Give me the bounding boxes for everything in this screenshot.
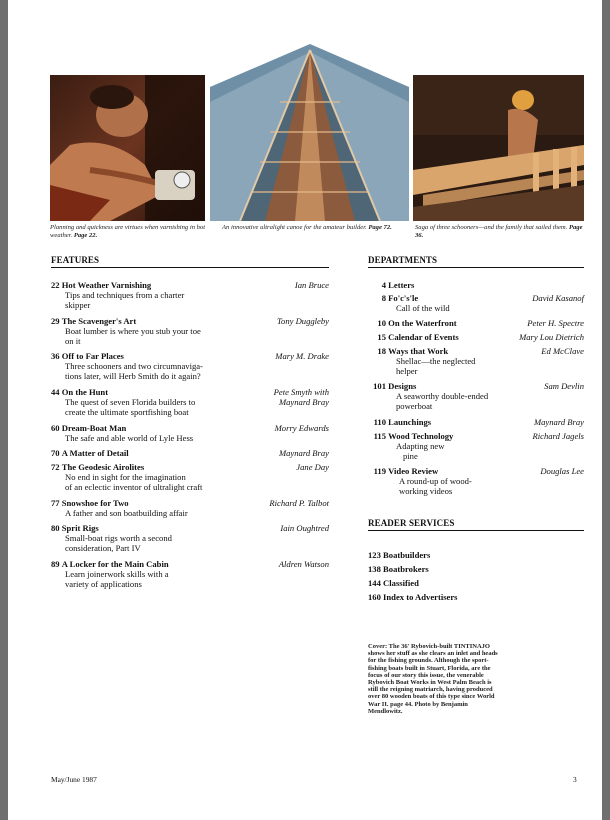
reader-service-entry[interactable]: 144 Classified <box>368 578 419 588</box>
reader-service-entry[interactable]: 160 Index to Advertisers <box>368 592 458 602</box>
feature-entry[interactable]: 80 Sprit Rigs Iain Oughtred Small-boat rigs worth a second consideration, Part IV <box>51 523 329 554</box>
reader-services-rule <box>368 530 584 531</box>
department-entry[interactable]: 18 Ways that Work Ed McClave Shellac—the neglected helper <box>377 346 584 377</box>
departments-heading: DEPARTMENTS <box>368 255 438 265</box>
photo-canoe <box>210 42 409 221</box>
department-entry[interactable]: 15 Calendar of Events Mary Lou Dietrich <box>377 332 584 342</box>
feature-entry[interactable]: 29 The Scavenger's Art Tony Duggleby Boat lumber is where you stub your toe on it <box>51 316 329 347</box>
caption-schooner: Saga of three schooners—and the family that sailed them. Page 36. <box>415 224 583 239</box>
department-entry[interactable]: 110 Launchings Maynard Bray <box>373 417 584 427</box>
page-number: 3 <box>573 775 577 784</box>
photo-varnishing <box>50 75 205 221</box>
department-entry[interactable]: 4 Letters <box>381 280 415 290</box>
cover-description: Cover: The 36' Rybovich-built TINTINAJO shows her stuff as she clears an inlet and heads for the fishing grounds. Although the sport- fishing boats built in Stuart, Florida, are the focus of our story this issue, the venerable Rybovich Boat Works in West Palm Beach is still the reigning matriarch, having produced over 80 wooden boats of this type since World War II. page 44. Photo by Benjamin Mendlowitz. <box>368 643 498 715</box>
photo-schooner <box>413 75 584 221</box>
caption-canoe: An innovative ultralight canoe for the amateur builder. Page 72. <box>222 224 392 231</box>
features-heading: FEATURES <box>51 255 100 265</box>
feature-entry[interactable]: 44 On the Hunt Pete Smyth with Maynard Bray The quest of seven Florida builders to create the ultimate sportfishing boat <box>51 387 329 418</box>
departments-rule <box>368 267 584 268</box>
feature-entry[interactable]: 60 Dream-Boat Man Morry Edwards The safe and able world of Lyle Hess <box>51 423 329 444</box>
feature-entry[interactable]: 70 A Matter of Detail Maynard Bray <box>51 448 329 458</box>
issue-date: May/June 1987 <box>51 775 97 784</box>
reader-service-entry[interactable]: 123 Boatbuilders <box>368 550 431 560</box>
feature-entry[interactable]: 72 The Geodesic Airolites Jane Day No end in sight for the imagination of an eclectic inventor of ultralight craft <box>51 462 329 493</box>
department-entry[interactable]: 115 Wood Technology Richard Jagels Adapting new pine <box>373 431 584 462</box>
reader-service-entry[interactable]: 138 Boatbrokers <box>368 564 429 574</box>
feature-entry[interactable]: 77 Snowshoe for Two Richard P. Talbot A father and son boatbuilding affair <box>51 498 329 519</box>
reader-services-heading: READER SERVICES <box>368 518 455 528</box>
caption-varnishing: Planning and quickness are virtues when varnishing in hot weather. Page 22. <box>50 224 206 239</box>
feature-entry[interactable]: 89 A Locker for the Main Cabin Aldren Watson Learn joinerwork skills with a variety of applications <box>51 559 329 590</box>
department-entry[interactable]: 10 On the Waterfront Peter H. Spectre <box>377 318 584 328</box>
department-entry[interactable]: 8 Fo'c's'le David Kasanof Call of the wild <box>381 293 584 314</box>
department-entry[interactable]: 101 Designs Sam Devlin A seaworthy double-ended powerboat <box>373 381 584 412</box>
features-rule <box>51 267 329 268</box>
feature-entry[interactable]: 36 Off to Far Places Mary M. Drake Three schooners and two circumnaviga- tions later, will Herb Smith do it again? <box>51 351 329 382</box>
magazine-page <box>8 0 602 820</box>
department-entry[interactable]: 119 Video Review Douglas Lee A round-up of wood- working videos <box>373 466 584 497</box>
feature-entry[interactable]: 22 Hot Weather Varnishing Ian Bruce Tips and techniques from a charter skipper <box>51 280 329 311</box>
